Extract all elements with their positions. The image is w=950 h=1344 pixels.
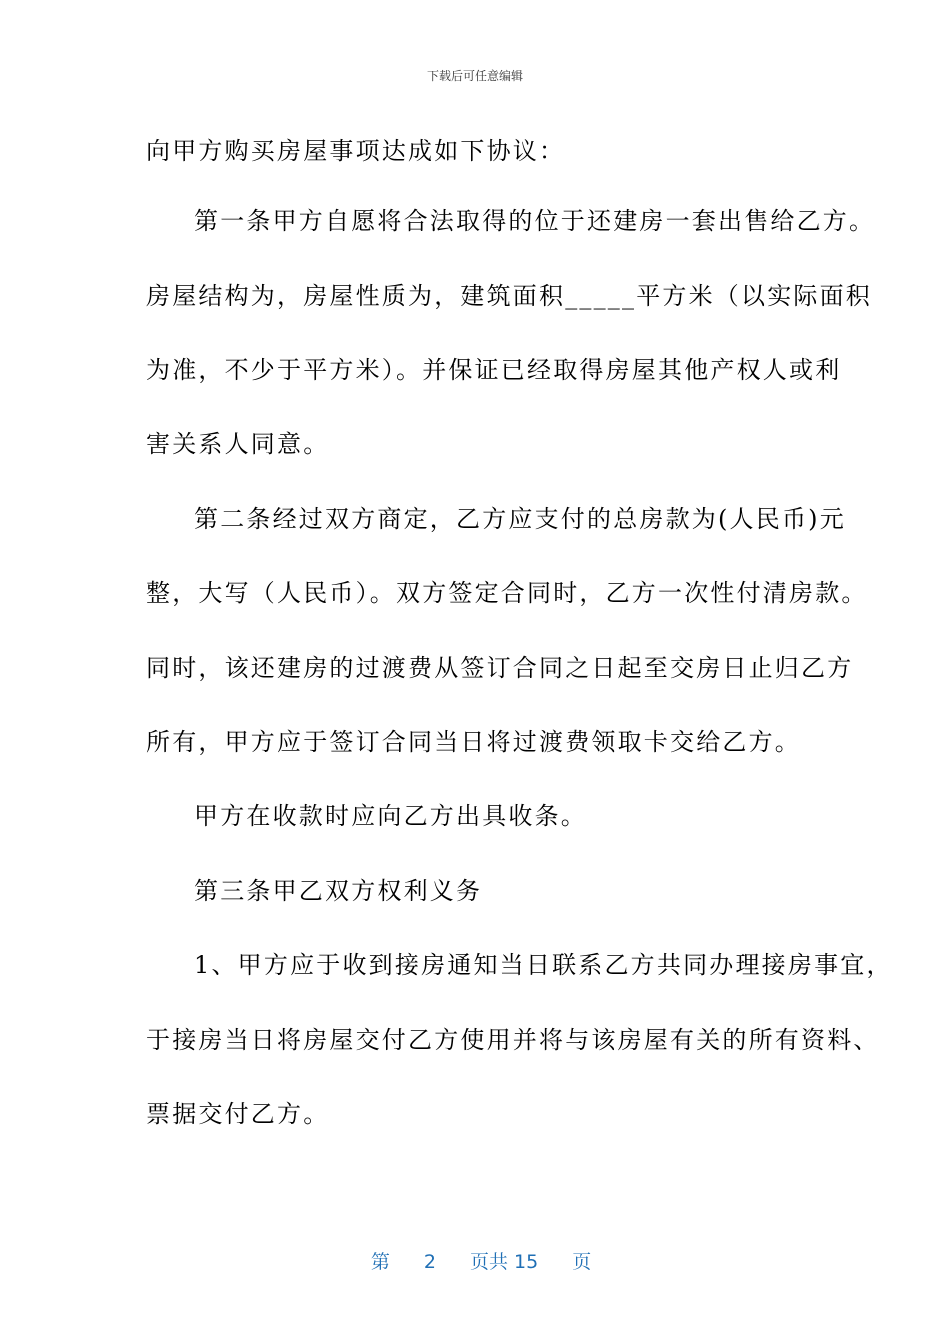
body-line: 甲方在收款时应向乙方出具收条。 xyxy=(194,802,587,830)
body-line: 第二条经过双方商定，乙方应支付的总房款为(人民币)元 xyxy=(194,505,846,533)
body-line: 1、甲方应于收到接房通知当日联系乙方共同办理接房事宜， xyxy=(194,951,893,979)
body-line: 整，大写（人民币）。双方签定合同时，乙方一次性付清房款。 xyxy=(146,579,868,607)
body-line: 同时，该还建房的过渡费从签订合同之日起至交房日止归乙方 xyxy=(146,654,854,682)
body-line: 第三条甲乙双方权利义务 xyxy=(194,877,483,905)
page-suffix: 页 xyxy=(572,1251,592,1273)
body-line: 向甲方购买房屋事项达成如下协议： xyxy=(146,137,566,165)
page-number-footer xyxy=(0,1226,950,1274)
body-line: 于接房当日将房屋交付乙方使用并将与该房屋有关的所有资料、 xyxy=(146,1026,880,1054)
page-mid-label: 页共 xyxy=(469,1251,508,1273)
page-header-note: 下载后可任意编辑 xyxy=(426,69,523,83)
body-line: 所有，甲方应于签订合同当日将过渡费领取卡交给乙方。 xyxy=(146,728,801,756)
body-line: 票据交付乙方。 xyxy=(146,1100,330,1128)
body-line: 害关系人同意。 xyxy=(146,430,330,458)
total-pages-number: 15 xyxy=(514,1251,539,1273)
current-page-number: 2 xyxy=(423,1251,436,1273)
page-prefix: 第 xyxy=(370,1251,390,1273)
body-line: 房屋结构为，房屋性质为，建筑面积_____平方米（以实际面积 xyxy=(146,282,872,310)
body-line: 第一条甲方自愿将合法取得的位于还建房一套出售给乙方。 xyxy=(194,207,876,235)
body-line: 为准，不少于平方米）。并保证已经取得房屋其他产权人或利 xyxy=(146,356,842,384)
